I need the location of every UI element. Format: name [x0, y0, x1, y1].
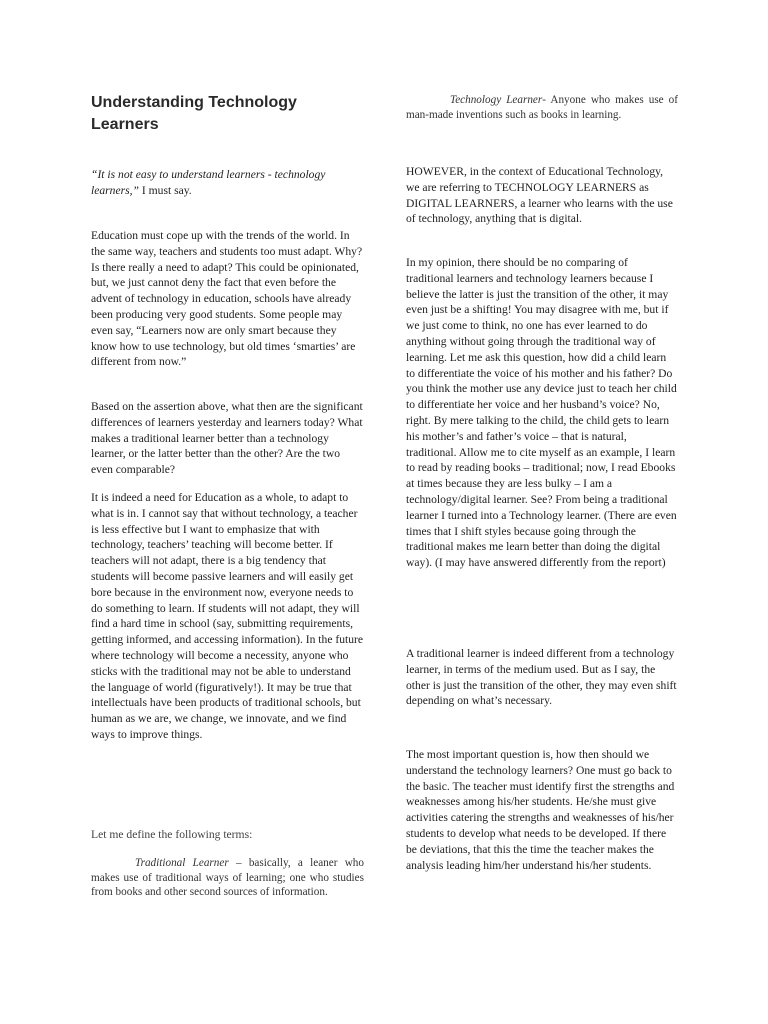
define-intro: Let me define the following terms: — [91, 828, 253, 841]
paragraph-adapt: Education must cope up with the trends of the world. In the same way, teachers and students too must adapt. Why? Is there really a need to adapt? This could be opinionated, but, we just cannot deny the fact that even before the advent of technology in education, schools have already been producing very good students. Some people may even say, “Learners now are only smart because they know how to use technology, but old times ‘smarties’ are different from now.” — [91, 229, 363, 369]
opening-quote — [91, 167, 364, 199]
document-title: Understanding Technology Learners — [91, 94, 297, 133]
term-technology-learner-text: - Anyone who makes use of man-made inventions such as books in learning. — [406, 94, 679, 121]
paragraph-need: It is indeed a need for Education as a whole, to adapt to what is in. I cannot say that without technology, a teacher is less effective but I want to emphasize that with technology, teachers’ teaching will become better. If teachers will not adapt, there is a big tendency that students will become passive learners and will easily get bore because in the environment now, everyone needs to do something to learn. If students will not adapt, they will find a hard time in school (say, submitting requirements, getting informed, and accessing information). In the future where technology will become a necessity, anyone who sticks with the traditional may not be able to understand the language of world (figuratively!). It may be true that intellectuals have been products of traditional schools, but human as we are, we change, we innovate, and we find ways to improve things. — [91, 491, 364, 741]
term-technology-learner: Technology Learner — [450, 94, 543, 106]
technology-learner-definition — [406, 93, 678, 122]
quote-tail: I must say. — [139, 183, 192, 197]
traditional-learner-definition — [91, 856, 364, 900]
paragraph-important-question: The most important question is, how then should we understand the technology learners? One must go back to the basic. The teacher must identify first the strengths and weaknesses among his/her students. He/she must give activities catering the strengths and weaknesses of his/her students to develop what needs to be developed. If there be deviations, that this the time the teacher makes the analysis leading him/her understand his/her students. — [406, 748, 675, 872]
paragraph-assertion: Based on the assertion above, what then are the significant differences of learners yesterday and learners today? What makes a traditional learner better than a technology learner, or the latter better than the other? Are the two even comparable? — [91, 400, 363, 477]
paragraph-opinion: In my opinion, there should be no comparing of traditional learners and technology learners because I believe the latter is just the transition of the other, it may even just be a shifting! You may disagree with me, but if we just come to think, no one has ever learned to do anything without going through the traditional way of learning. Let me ask this question, how did a child learn to differentiate the voice of his mother and his father? Do you think the mother use any device just to teach her child to differentiate her voice and her husband’s voice? No, right. By mere talking to the child, the child gets to learn his mother’s and father’s voice – that is natural, traditional. Allow me to cite myself as an example, I learn to read by reading books – traditional; now, I read Ebooks at times because they are less bulky – I am a technology/digital learner. See? From being a traditional learner I turned into a Technology learner. (There are even times that I shift styles because going through the traditional makes me learn better than doing the digital way). (I may have answered differently from the report) — [406, 256, 677, 570]
term-traditional-learner: Traditional Learner — [135, 857, 229, 869]
paragraph-however: HOWEVER, in the context of Educational Technology, we are referring to TECHNOLOGY LEARNERS as DIGITAL LEARNERS, a learner who learns with the use of technology, anything that is digital. — [406, 165, 673, 226]
quote-italic: “It is not easy to understand learners - technology learners,” — [91, 168, 326, 197]
paragraph-difference: A traditional learner is indeed different from a technology learner, in terms of the medium used. But as I say, the other is just the transition of the other, they may even shift depending on what’s necessary. — [406, 647, 677, 708]
term-traditional-learner-text: – basically, a leaner who makes use of traditional ways of learning; one who studies from books and other second sources of information. — [91, 857, 364, 898]
